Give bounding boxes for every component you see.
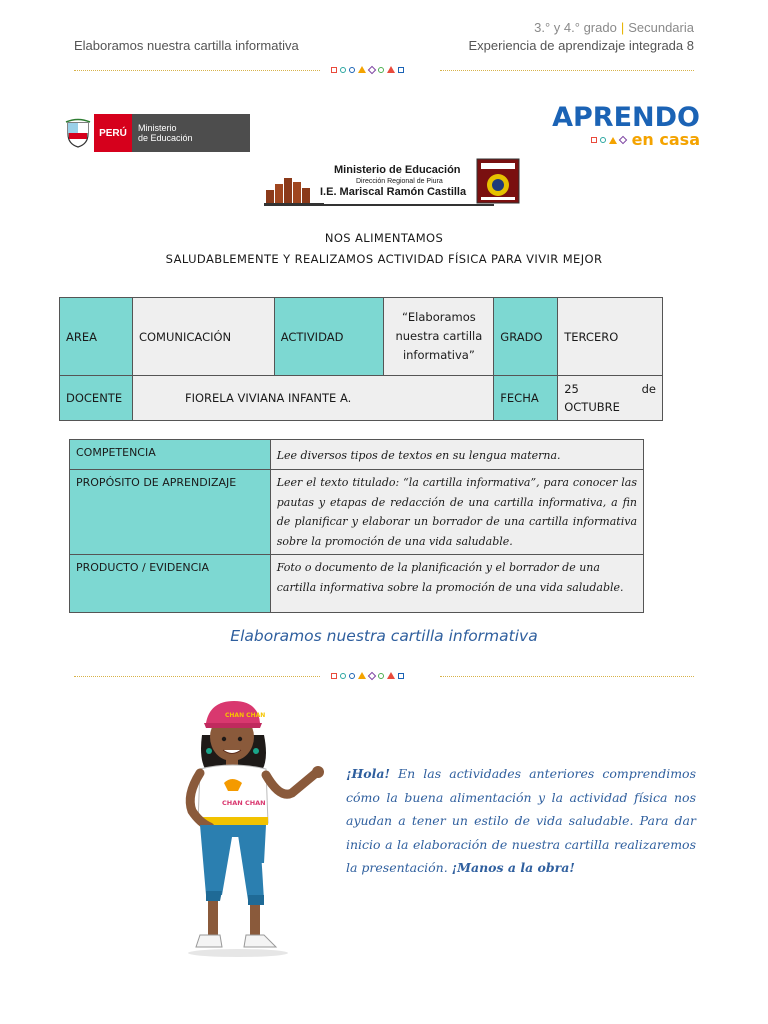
- competency-value: Lee diversos tipos de textos en su lengua materna.: [270, 440, 643, 470]
- triangle-icon: [358, 66, 366, 73]
- grade-label: GRADO: [494, 298, 558, 376]
- ministry-line1: Ministerio: [138, 123, 177, 133]
- speech-body: En las actividades anteriores comprendimos cómo la buena alimentación y la actividad física nos ayudan a tener un estilo de vida saludable. Para dar inicio a la elaboración de nuestra cartilla realizaremos la presentación.: [346, 766, 696, 875]
- table-row: [70, 440, 644, 470]
- teacher-value: FIORELA VIVIANA INFANTE A.: [132, 376, 493, 421]
- table-row: [70, 555, 644, 613]
- circle-icon: [378, 673, 384, 679]
- peru-ministry-logo: [62, 114, 250, 152]
- date-day: 25: [564, 382, 579, 396]
- square-icon: [331, 67, 337, 73]
- area-value: COMUNICACIÓN: [132, 298, 274, 376]
- date-month: OCTUBRE: [564, 400, 620, 414]
- diamond-icon: [368, 671, 376, 679]
- title-line1: NOS ALIMENTAMOS: [324, 231, 444, 245]
- divider-shapes: [331, 672, 404, 679]
- speech-greeting: ¡Hola!: [346, 766, 390, 781]
- circle-icon: [340, 673, 346, 679]
- divider-shapes: [331, 66, 404, 73]
- date-value: [558, 376, 663, 421]
- square-icon: [331, 673, 337, 679]
- competency-table: [69, 439, 644, 613]
- divider-right: [440, 70, 694, 71]
- ministry-label: [132, 114, 250, 152]
- aprendo-en-casa-logo: [552, 104, 700, 148]
- en-casa-text: en casa: [631, 130, 700, 149]
- triangle-icon: [387, 66, 395, 73]
- circle-icon: [378, 67, 384, 73]
- triangle-icon: [358, 672, 366, 679]
- circle-icon: [349, 673, 355, 679]
- section-title: Elaboramos nuestra cartilla informativa: [230, 627, 538, 645]
- teacher-label: DOCENTE: [60, 376, 133, 421]
- table-row: [70, 470, 644, 555]
- competency-label: COMPETENCIA: [70, 440, 271, 470]
- triangle-icon: [609, 137, 617, 144]
- square-icon: [398, 673, 404, 679]
- date-label: FECHA: [494, 376, 558, 421]
- level-text: Secundaria: [628, 20, 694, 35]
- activity-value: “Elaboramos nuestra cartilla informativa”: [384, 298, 494, 376]
- shirt-text: CHAN CHAN: [222, 799, 266, 807]
- speech-closing: ¡Manos a la obra!: [451, 860, 575, 875]
- circle-icon: [340, 67, 346, 73]
- divider-right: [440, 676, 694, 677]
- school-header: [264, 158, 524, 208]
- circle-icon: [600, 137, 606, 143]
- activity-label: ACTIVIDAD: [274, 298, 384, 376]
- grade-text: 3.° y 4.° grado: [534, 20, 617, 35]
- ministry-line2: de Educación: [138, 133, 193, 143]
- speech-text: [346, 762, 696, 880]
- school-region: Dirección Regional de Piura: [356, 178, 443, 185]
- grade-level: [534, 20, 694, 35]
- school-underline: [264, 204, 494, 206]
- aprendo-text: APRENDO: [552, 102, 700, 133]
- square-icon: [398, 67, 404, 73]
- cap-text: CHAN CHAN: [225, 712, 266, 719]
- school-ministry: Ministerio de Educación: [334, 164, 461, 176]
- diamond-icon: [618, 136, 626, 144]
- title-line2: SALUDABLEMENTE Y REALIZAMOS ACTIVIDAD FÍSICA PARA VIVIR MEJOR: [165, 252, 603, 266]
- triangle-icon: [387, 672, 395, 679]
- table-row: [60, 376, 663, 421]
- header-right-title: Experiencia de aprendizaje integrada 8: [468, 38, 694, 53]
- school-name: I.E. Mariscal Ramón Castilla: [320, 186, 467, 198]
- date-de: de: [641, 382, 656, 396]
- books-icon: [264, 170, 324, 206]
- school-crest-icon: [476, 158, 520, 204]
- activity-info-table: [59, 297, 663, 421]
- peru-label: PERÚ: [94, 114, 132, 152]
- logo-shapes: [591, 137, 626, 144]
- circle-icon: [349, 67, 355, 73]
- coat-of-arms-icon: [62, 114, 94, 152]
- area-label: AREA: [60, 298, 133, 376]
- divider-left: [74, 70, 320, 71]
- divider-left: [74, 676, 320, 677]
- header-left-title: Elaboramos nuestra cartilla informativa: [74, 38, 299, 53]
- table-row: [60, 298, 663, 376]
- purpose-label: PROPÓSITO DE APRENDIZAJE: [70, 470, 271, 555]
- diamond-icon: [368, 65, 376, 73]
- square-icon: [591, 137, 597, 143]
- product-label: PRODUCTO / EVIDENCIA: [70, 555, 271, 613]
- header-separator: |: [620, 20, 625, 35]
- grade-value: TERCERO: [558, 298, 663, 376]
- purpose-value: Leer el texto titulado: “la cartilla informativa”, para conocer las pautas y etapas de redacción de una cartilla informativa, a fin de planificar y elaborar un borrador de una cartilla informativa sobre la promoción de una vida saludable.: [270, 470, 643, 555]
- girl-character-illustration: [180, 695, 330, 960]
- product-value: Foto o documento de la planificación y el borrador de una cartilla informativa sobre la promoción de una vida saludable.: [270, 555, 643, 613]
